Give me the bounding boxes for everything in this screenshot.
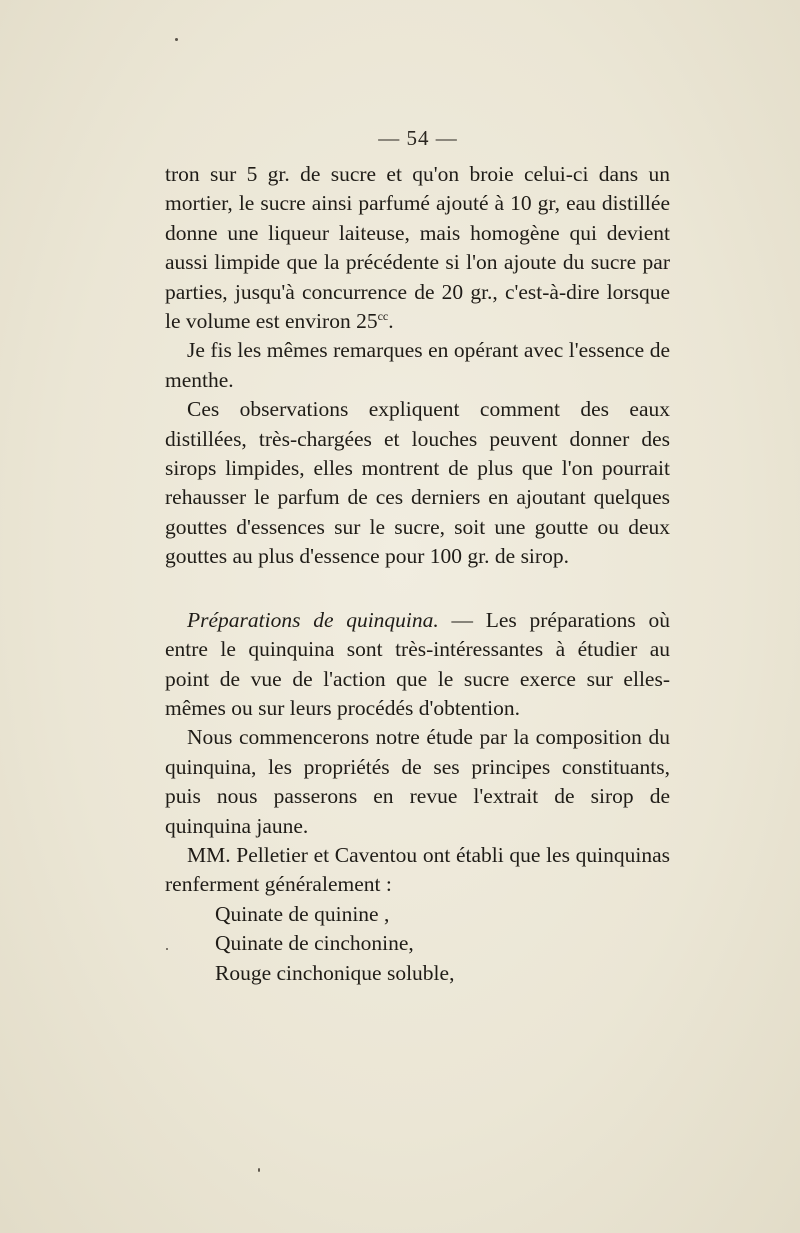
paragraph-quinquina xyxy=(165,606,670,724)
paper-speck xyxy=(175,38,178,41)
section-heading: Préparations de quinquina. xyxy=(187,607,439,632)
paragraph-menthe: Je fis les mêmes remarques en opérant avec l'essence de menthe. xyxy=(165,338,670,392)
paragraph-text: — Les préparations où entre le quinquina sont très-intéressantes à étudier au point de vue de l'action que le sucre exerce sur elles-mêmes ou sur leurs procédés d'obtention. xyxy=(165,607,670,720)
list-item: Rouge cinchonique soluble, xyxy=(215,960,455,985)
superscript-unit: cc xyxy=(377,308,389,323)
list-item: Quinate de quinine , xyxy=(215,901,390,926)
paragraph-end: . xyxy=(388,309,394,334)
compound-list xyxy=(165,900,670,988)
paragraph-continuation xyxy=(165,160,670,336)
paragraph-text: tron sur 5 gr. de sucre et qu'on broie celui-ci dans un mortier, le sucre ainsi parfumé ajouté à 10 gr, eau distillée donne une liqueur laiteuse, mais homogène qui devient aussi limpide que la précédente si l'on ajoute du sucre par parties, jusqu'à concurrence de 20 gr., c'est-à-dire lorsque le volume est environ 25 xyxy=(165,162,670,334)
paragraph-pelletier: MM. Pelletier et Caventou ont établi que les quinquinas renferment généralement : xyxy=(165,842,670,897)
paper-speck xyxy=(258,1168,260,1172)
page-number: — 54 — xyxy=(378,126,458,150)
body-text xyxy=(165,160,670,988)
paper-speck xyxy=(166,948,168,950)
paragraph-composition: Nous commencerons notre étude par la composition du quinquina, les propriétés de ses principes constituants, puis nous passerons en revue l'extrait de sirop de quinquina jaune. xyxy=(165,725,670,838)
list-item: Quinate de cinchonine, xyxy=(215,931,414,956)
paragraph-observations: Ces observations expliquent comment des eaux distillées, très-chargées et louches peuvent donner des sirops limpides, elles montrent de plus que l'on pourrait rehausser le parfum de ces derniers en ajoutant quelques gouttes d'essences sur le sucre, soit une goutte ou deux gouttes au plus d'essence pour 100 gr. de sirop. xyxy=(165,397,670,569)
